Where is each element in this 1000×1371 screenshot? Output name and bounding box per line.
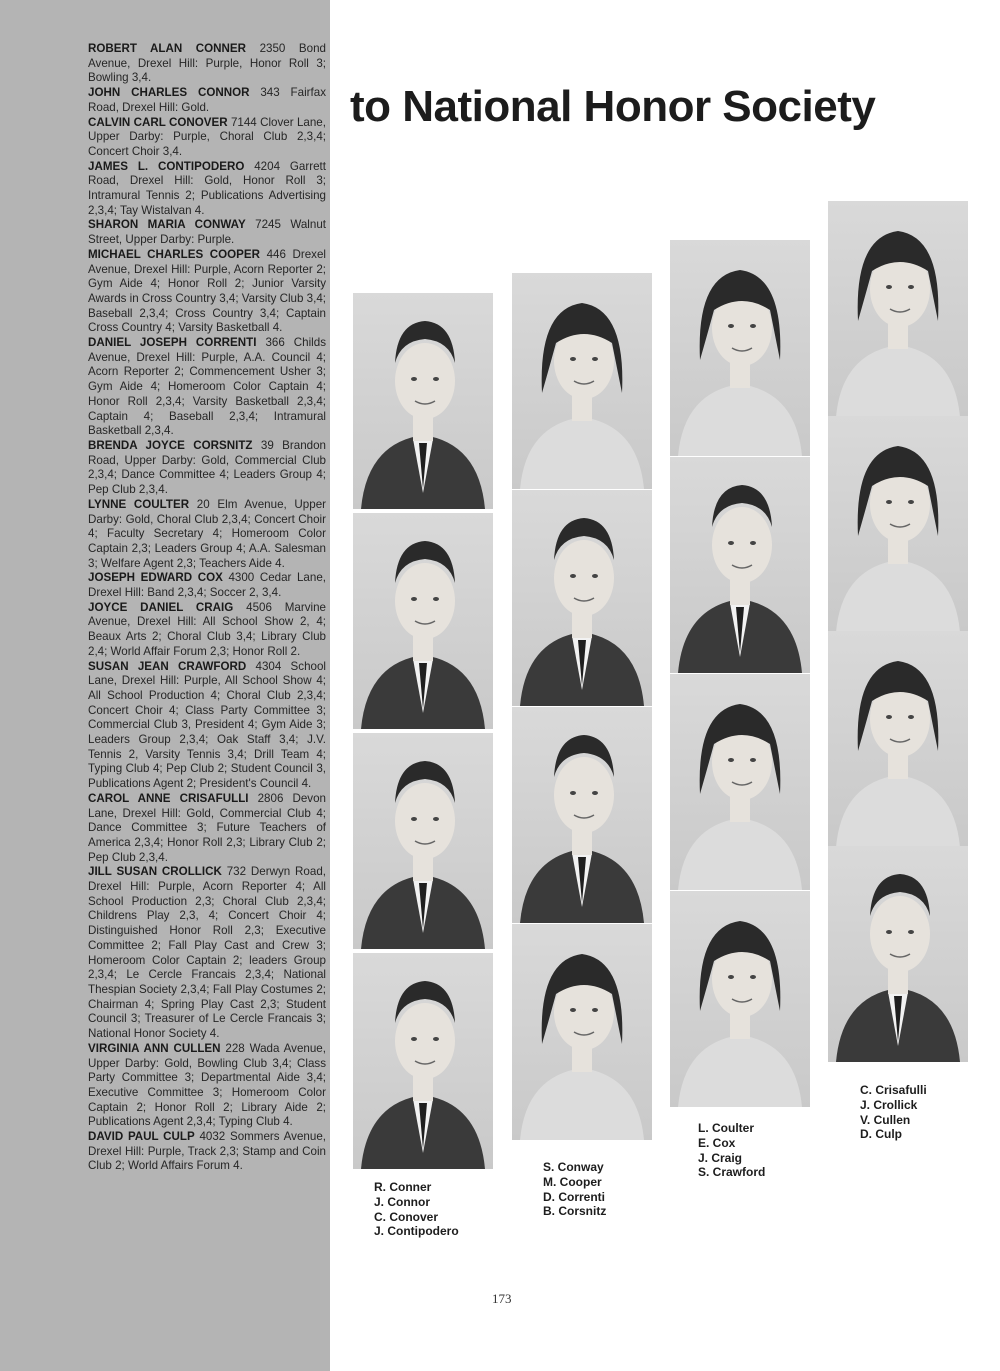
portrait-image — [828, 631, 968, 847]
bio-text: 4300 Cedar Lane, Drexel Hill: Band 2,3,4; Soccer 2, 3,4. — [88, 571, 326, 600]
bio-text: 39 Brandon Road, Upper Darby: Gold, Commercial Club 2,3,4; Dance Committee 4; Leaders Group 4; Pep Club 2,3,4. — [88, 438, 327, 497]
bio-text: 4506 Marvine Avenue, Drexel Hill: All School Show 2, 4; Beaux Arts 2; Choral Club 3,4; Library Club 2,4; World Affair Forum 2,3; Honor Roll 2. — [88, 600, 326, 658]
portrait-image — [353, 733, 493, 949]
portrait-connor — [353, 513, 493, 729]
portrait-crawford — [670, 891, 810, 1107]
bio-entry — [88, 218, 326, 247]
bio-name: JOSEPH EDWARD COX — [88, 571, 223, 585]
portrait-image — [828, 416, 968, 632]
bio-text: 4032 Sommers Avenue, Drexel Hill: Purple, Track 2,3; Stamp and Coin Club 2; World Affairs Forum 4. — [88, 1130, 326, 1173]
caption-name: J. Connor — [374, 1194, 430, 1209]
bio-text: 366 Childs Avenue, Drexel Hill: Purple, A.A. Council 4; Acorn Reporter 2; Commencement Usher 3; Gym Aide 4; Homeroom Color Captain 4; Honor Roll 2,3,4; Varsity Basketball 2,3,4; Captain 4; Baseball 2,3,4; Intramural Basketball 2,3,4. — [88, 336, 326, 438]
bio-text: 7144 Clover Lane, Upper Darby: Purple, Choral Club 2,3,4; Concert Choir 3,4. — [88, 115, 326, 158]
bio-text: 7245 Walnut Street, Upper Darby: Purple. — [88, 218, 326, 247]
portrait-crollick — [828, 416, 968, 632]
portrait-culp — [828, 846, 968, 1062]
portrait-image — [512, 490, 652, 706]
portrait-correnti — [512, 707, 652, 923]
portrait-conway — [512, 273, 652, 489]
caption-name: B. Corsnitz — [543, 1204, 607, 1219]
bio-text: 4304 School Lane, Drexel Hill: Purple, All School Show 4; All School Production 4; Choral Club 2,3,4; Concert Choir 4; Class Party Committee 3; Commercial Club 3, President 4; Gym Aide 3; Leaders Group 2,3,4; Oak Staff 3,4; J.V. Tennis 2, Varsity Tennis 3,4; Drill Team 4; Typing Club 4; Pep Club 2; Student Council 3, Publications Agent 2; President's Council 4. — [88, 659, 326, 791]
bio-text: 732 Derwyn Road, Drexel Hill: Purple, Acorn Reporter 4; All School Production 2,3; Choral Club 2,3,4; Childrens Play 2,3, 4; Concert Choir 4; Distinguished Honor Roll 2,3; Executive Committee 2; Fall Play Cast and Crew 3; Homeroom Color Captain 2; leaders Group 2,3,4; Le Cercle Francais 2,3,4; National Thespian Society 2,3,4; Fall Play Costumes 2; Chairman 4; Spring Play Cast 2,3; Student Council 3; Treasurer of Le Cercle Francais 3; National Honor Society 4. — [88, 865, 326, 1041]
bio-entry — [88, 160, 326, 219]
portrait-cullen — [828, 631, 968, 847]
portrait-image — [512, 924, 652, 1140]
photo-caption — [543, 1160, 606, 1219]
bio-name: VIRGINIA ANN CULLEN — [88, 1041, 221, 1055]
bio-name: DANIEL JOSEPH CORRENTI — [88, 336, 257, 350]
bio-name: JAMES L. CONTIPODERO — [88, 159, 245, 173]
bio-text: 2806 Devon Lane, Drexel Hill: Gold, Commercial Club 4; Dance Committee 3; Future Teachers of America 2,3,4; Honor Roll 2,3; Library Club 2; Pep Club 2,3,4. — [88, 791, 326, 864]
bio-name: JILL SUSAN CROLLICK — [88, 865, 222, 879]
portrait-coulter — [670, 240, 810, 456]
bio-name: LYNNE COULTER — [88, 497, 190, 511]
bio-entry — [88, 86, 326, 115]
portrait-conner — [353, 293, 493, 509]
caption-name: L. Coulter — [698, 1121, 754, 1135]
bio-entry — [88, 498, 326, 572]
caption-name: M. Cooper — [543, 1174, 602, 1189]
bio-text: 4204 Garrett Road, Drexel Hill: Gold, Honor Roll 3; Intramural Tennis 2; Publications Advertising 2,3,4; Tay Wistalvan 4. — [88, 159, 326, 217]
photo-caption — [698, 1121, 765, 1180]
bio-name: SHARON MARIA CONWAY — [88, 218, 246, 232]
caption-name: C. Conover — [374, 1209, 439, 1224]
portrait-contipodero — [353, 953, 493, 1169]
bio-name: MICHAEL CHARLES COOPER — [88, 247, 261, 261]
caption-name: J. Craig — [698, 1150, 743, 1165]
bio-name: SUSAN JEAN CRAWFORD — [88, 659, 247, 673]
portrait-image — [353, 513, 493, 729]
bio-name: CALVIN CARL CONOVER — [88, 115, 228, 129]
caption-name: V. Cullen — [860, 1112, 911, 1127]
bio-name: JOHN CHARLES CONNOR — [88, 86, 250, 100]
portrait-cooper — [512, 490, 652, 706]
portrait-conover — [353, 733, 493, 949]
portrait-corsnitz — [512, 924, 652, 1140]
bio-entry — [88, 1042, 326, 1130]
photo-caption — [374, 1180, 459, 1239]
caption-name: S. Crawford — [698, 1165, 766, 1180]
caption-name: D. Correnti — [543, 1189, 606, 1204]
senior-bios — [88, 42, 326, 1174]
portrait-image — [670, 240, 810, 456]
bio-name: CAROL ANNE CRISAFULLI — [88, 791, 249, 805]
bio-entry — [88, 439, 326, 498]
bio-entry — [88, 116, 326, 160]
bio-entry — [88, 865, 326, 1041]
portrait-image — [670, 457, 810, 673]
portrait-image — [670, 891, 810, 1107]
portrait-cox — [670, 457, 810, 673]
caption-name: R. Conner — [374, 1180, 432, 1194]
portrait-image — [512, 707, 652, 923]
bio-entry — [88, 336, 326, 439]
portrait-image — [353, 293, 493, 509]
caption-name: D. Culp — [860, 1127, 902, 1142]
bio-entry — [88, 571, 326, 600]
bio-name: JOYCE DANIEL CRAIG — [88, 600, 234, 614]
page-heading: to National Honor Society — [350, 82, 876, 131]
bio-entry — [88, 660, 326, 792]
portrait-image — [828, 201, 968, 417]
photo-caption — [860, 1083, 927, 1142]
caption-name: J. Crollick — [860, 1097, 918, 1112]
page-number: 173 — [492, 1291, 512, 1306]
bio-entry — [88, 42, 326, 86]
bio-name: ROBERT ALAN CONNER — [88, 42, 247, 55]
bio-text: 20 Elm Avenue, Upper Darby: Gold, Choral Club 2,3,4; Concert Choir 4; Faculty Secretary 4; Homeroom Color Captain 2,3; Leaders Group 4; A.A. Salesman 3; Welfare Agent 2,3; Teachers Aide 4. — [88, 497, 326, 570]
caption-name: C. Crisafulli — [860, 1083, 927, 1097]
bio-entry — [88, 248, 326, 336]
bio-entry — [88, 792, 326, 866]
bio-name: DAVID PAUL CULP — [88, 1130, 195, 1144]
bio-name: BRENDA JOYCE CORSNITZ — [88, 438, 253, 452]
bio-entry — [88, 601, 326, 660]
portrait-image — [512, 273, 652, 489]
caption-name: S. Conway — [543, 1160, 604, 1174]
bio-text: 446 Drexel Avenue, Drexel Hill: Purple, Acorn Reporter 2; Gym Aide 4; Honor Roll 2; Junior Varsity Awards in Cross Country 3,4; Varsity Club 3,4; Baseball 2,3,4; Cross Country 3,4; Captain Cross Country 4; Varsity Basketball 4. — [88, 247, 326, 335]
bio-entry — [88, 1130, 326, 1174]
portrait-image — [353, 953, 493, 1169]
bio-text: 343 Fairfax Road, Drexel Hill: Gold. — [88, 86, 326, 114]
portrait-image — [670, 674, 810, 890]
bio-text: 228 Wada Avenue, Upper Darby: Gold, Bowling Club 3,4; Class Party Committee 3; Departmental Aide 3,4; Executive Committee 3; Homeroom Color Captain 2; Honor Roll 2; Library Aide 2; Publications Agent 2,3,4; Typing Club 4. — [88, 1041, 326, 1129]
portrait-craig — [670, 674, 810, 890]
portrait-image — [828, 846, 968, 1062]
portrait-crisafulli — [828, 201, 968, 417]
caption-name: J. Contipodero — [374, 1224, 459, 1239]
caption-name: E. Cox — [698, 1135, 736, 1150]
bio-text: 2350 Bond Avenue, Drexel Hill: Purple, Honor Roll 3; Bowling 3,4. — [88, 42, 326, 85]
